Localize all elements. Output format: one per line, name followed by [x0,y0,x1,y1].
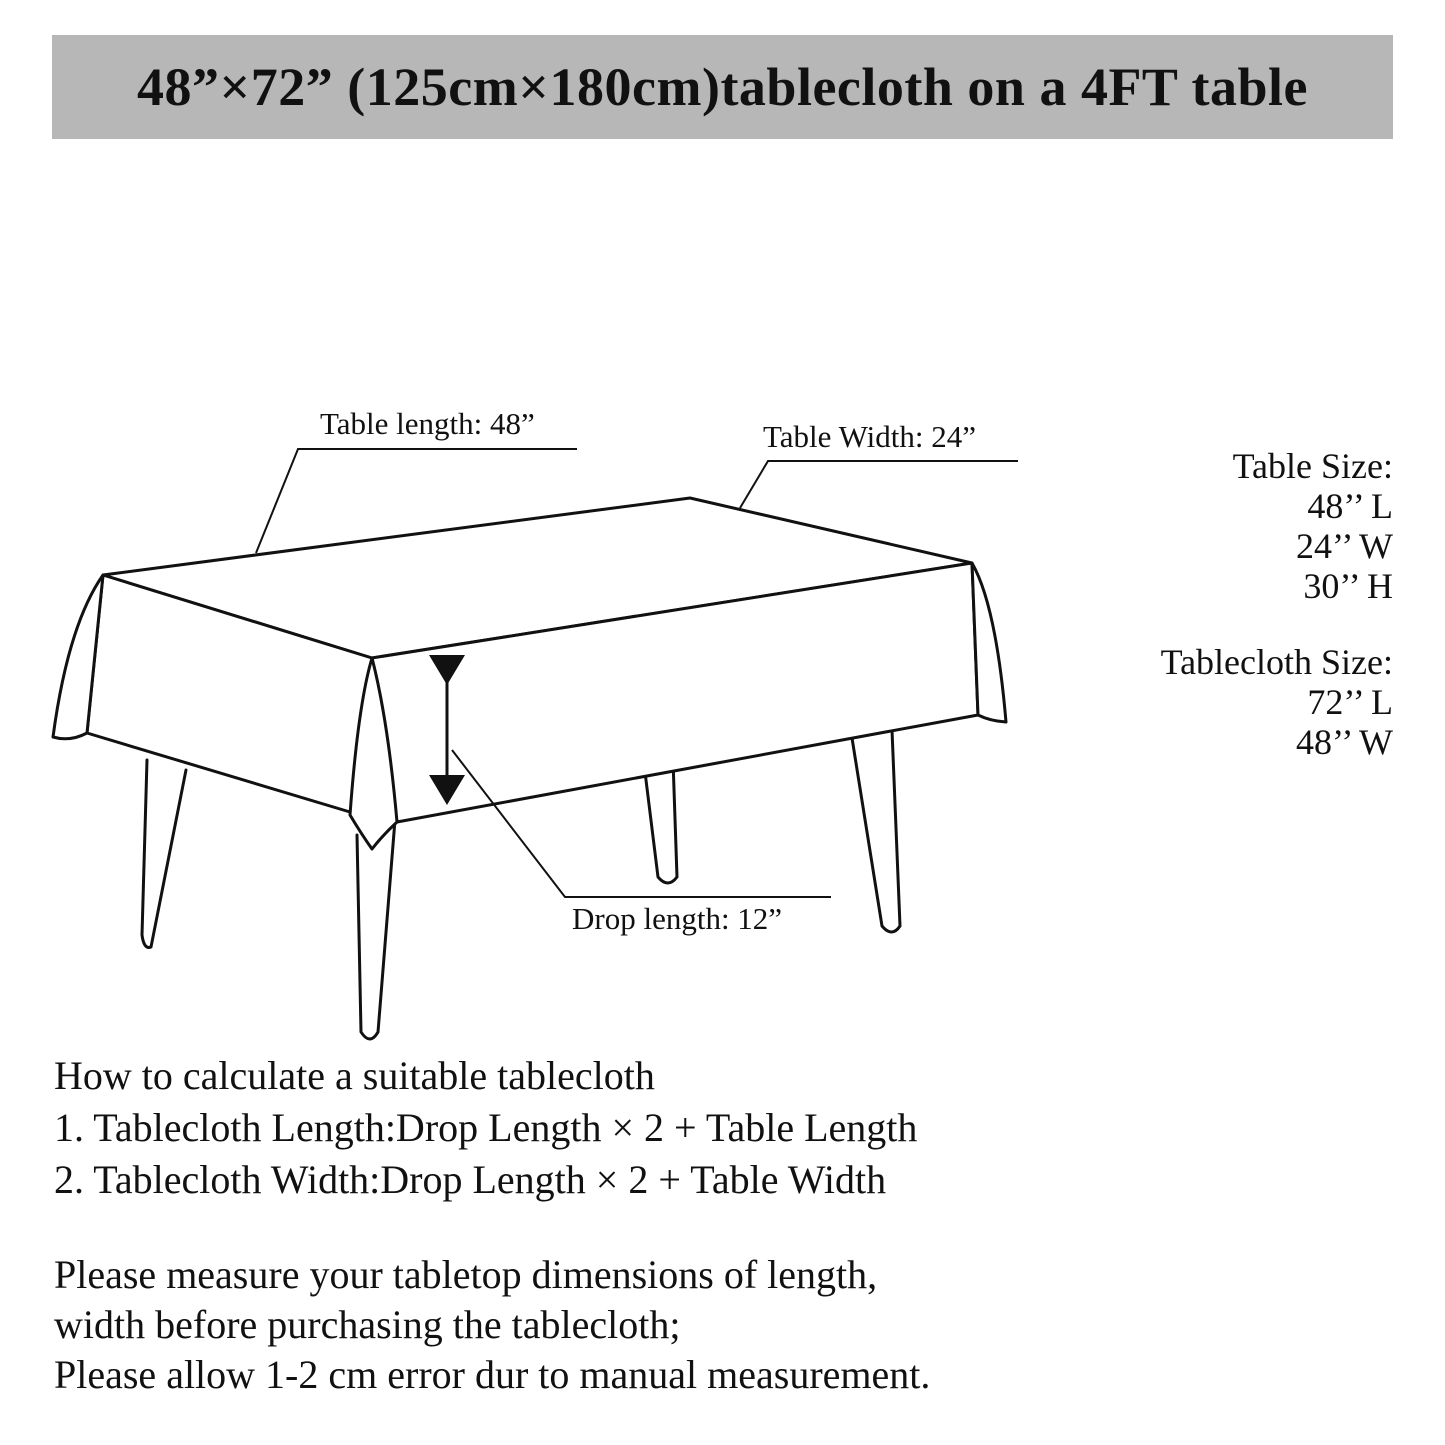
table-length-label: Table length: 48” [320,406,535,441]
instructions-step-1: 1. Tablecloth Length:Drop Length × 2 + Table Length [54,1105,918,1150]
instructions-step-2: 2. Tablecloth Width:Drop Length × 2 + Table Width [54,1157,887,1202]
table-size-height: 30’’ H [1303,566,1393,606]
notes-line-1: Please measure your tabletop dimensions of length, [54,1252,878,1297]
drop-length-label: Drop length: 12” [572,901,783,936]
page-title: 48”×72” (125cm×180cm)tablecloth on a 4FT table [137,57,1308,117]
notes-line-3: Please allow 1-2 cm error dur to manual measurement. [54,1352,931,1397]
tablecloth-size-width: 48’’ W [1296,722,1393,762]
measurement-notes [54,1250,1394,1400]
notes-line-2: width before purchasing the tablecloth; [54,1302,681,1347]
table-leg-front-middle [357,820,395,1039]
tablecloth-size-length: 72’’ L [1307,682,1393,722]
table-leg-back-middle [645,760,677,883]
table-size-heading: Table Size: [1232,446,1393,486]
calculation-instructions [54,1050,1394,1206]
table-leg-front-left [142,760,186,948]
table-width-label: Table Width: 24” [763,419,976,454]
tablecloth-size-spec [1161,642,1393,762]
tablecloth-right-flap [972,563,1006,722]
instructions-heading: How to calculate a suitable tablecloth [54,1053,655,1098]
tablecloth-size-heading: Tablecloth Size: [1160,642,1393,682]
table-width-leader [740,461,1018,508]
table-size-length: 48’’ L [1307,486,1393,526]
table-leg-back-right [852,730,900,932]
table-size-spec [1233,446,1393,606]
table-size-width: 24’’ W [1296,526,1393,566]
